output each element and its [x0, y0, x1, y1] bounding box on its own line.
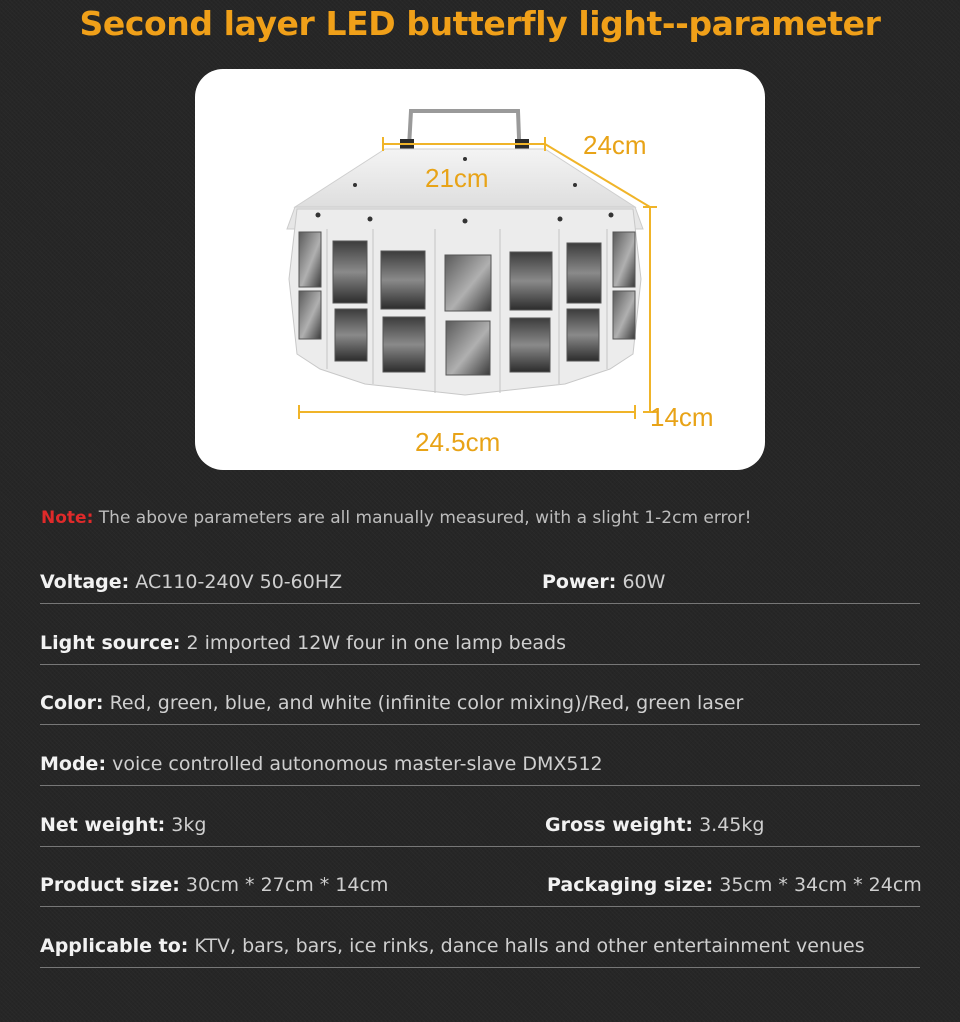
spec-row-mode: [40, 745, 920, 786]
spec-mode: [40, 753, 603, 775]
spec-value: 2 imported 12W four in one lamp beads: [186, 632, 566, 654]
spec-voltage: [40, 571, 342, 593]
page-title: Second layer LED butterfly light--parameter: [79, 4, 881, 43]
spec-row-color: [40, 684, 920, 725]
product-photo: [195, 69, 765, 470]
spec-gross-weight: [545, 814, 764, 836]
spec-label: Power:: [542, 571, 617, 593]
spec-value: 60W: [622, 571, 666, 593]
spec-power: [542, 571, 665, 593]
spec-row-light-source: [40, 624, 920, 665]
spec-value: 35cm * 34cm * 24cm: [719, 874, 922, 896]
spec-label: Voltage:: [40, 571, 130, 593]
spec-value: 3kg: [171, 814, 207, 836]
spec-value: voice controlled autonomous master-slave DMX512: [112, 753, 603, 775]
spec-row-weight: [40, 806, 920, 847]
spec-label: Product size:: [40, 874, 180, 896]
spec-label: Light source:: [40, 632, 181, 654]
spec-label: Color:: [40, 692, 104, 714]
spec-value: 30cm * 27cm * 14cm: [185, 874, 389, 896]
spec-label: Packaging size:: [547, 874, 714, 896]
dim-top-width-label: 21cm: [425, 163, 489, 193]
spec-label: Net weight:: [40, 814, 166, 836]
spec-row-applicable: [40, 927, 920, 968]
spec-packaging-size: [547, 874, 922, 896]
note-label: Note:: [41, 508, 94, 528]
spec-value: 3.45kg: [699, 814, 765, 836]
spec-product-size: [40, 874, 388, 896]
spec-label: Gross weight:: [545, 814, 694, 836]
dim-depth-label: 24cm: [583, 130, 647, 160]
spec-value: AC110-240V 50-60HZ: [135, 571, 343, 593]
spec-value: Red, green, blue, and white (infinite color mixing)/Red, green laser: [109, 692, 744, 714]
spec-color: [40, 692, 743, 714]
spec-row-size: [40, 866, 920, 907]
note-text: The above parameters are all manually measured, with a slight 1-2cm error!: [98, 508, 752, 528]
spec-label: Applicable to:: [40, 935, 189, 957]
spec-light-source: [40, 632, 566, 654]
dim-height-label: 14cm: [650, 402, 714, 432]
spec-value: KTV, bars, bars, ice rinks, dance halls and other entertainment venues: [194, 935, 865, 957]
dim-bottom-width-label: 24.5cm: [415, 427, 501, 457]
spec-applicable-to: [40, 935, 865, 957]
spec-label: Mode:: [40, 753, 107, 775]
spec-row-voltage-power: [40, 563, 920, 604]
measurement-note: [41, 508, 751, 528]
spec-net-weight: [40, 814, 206, 836]
